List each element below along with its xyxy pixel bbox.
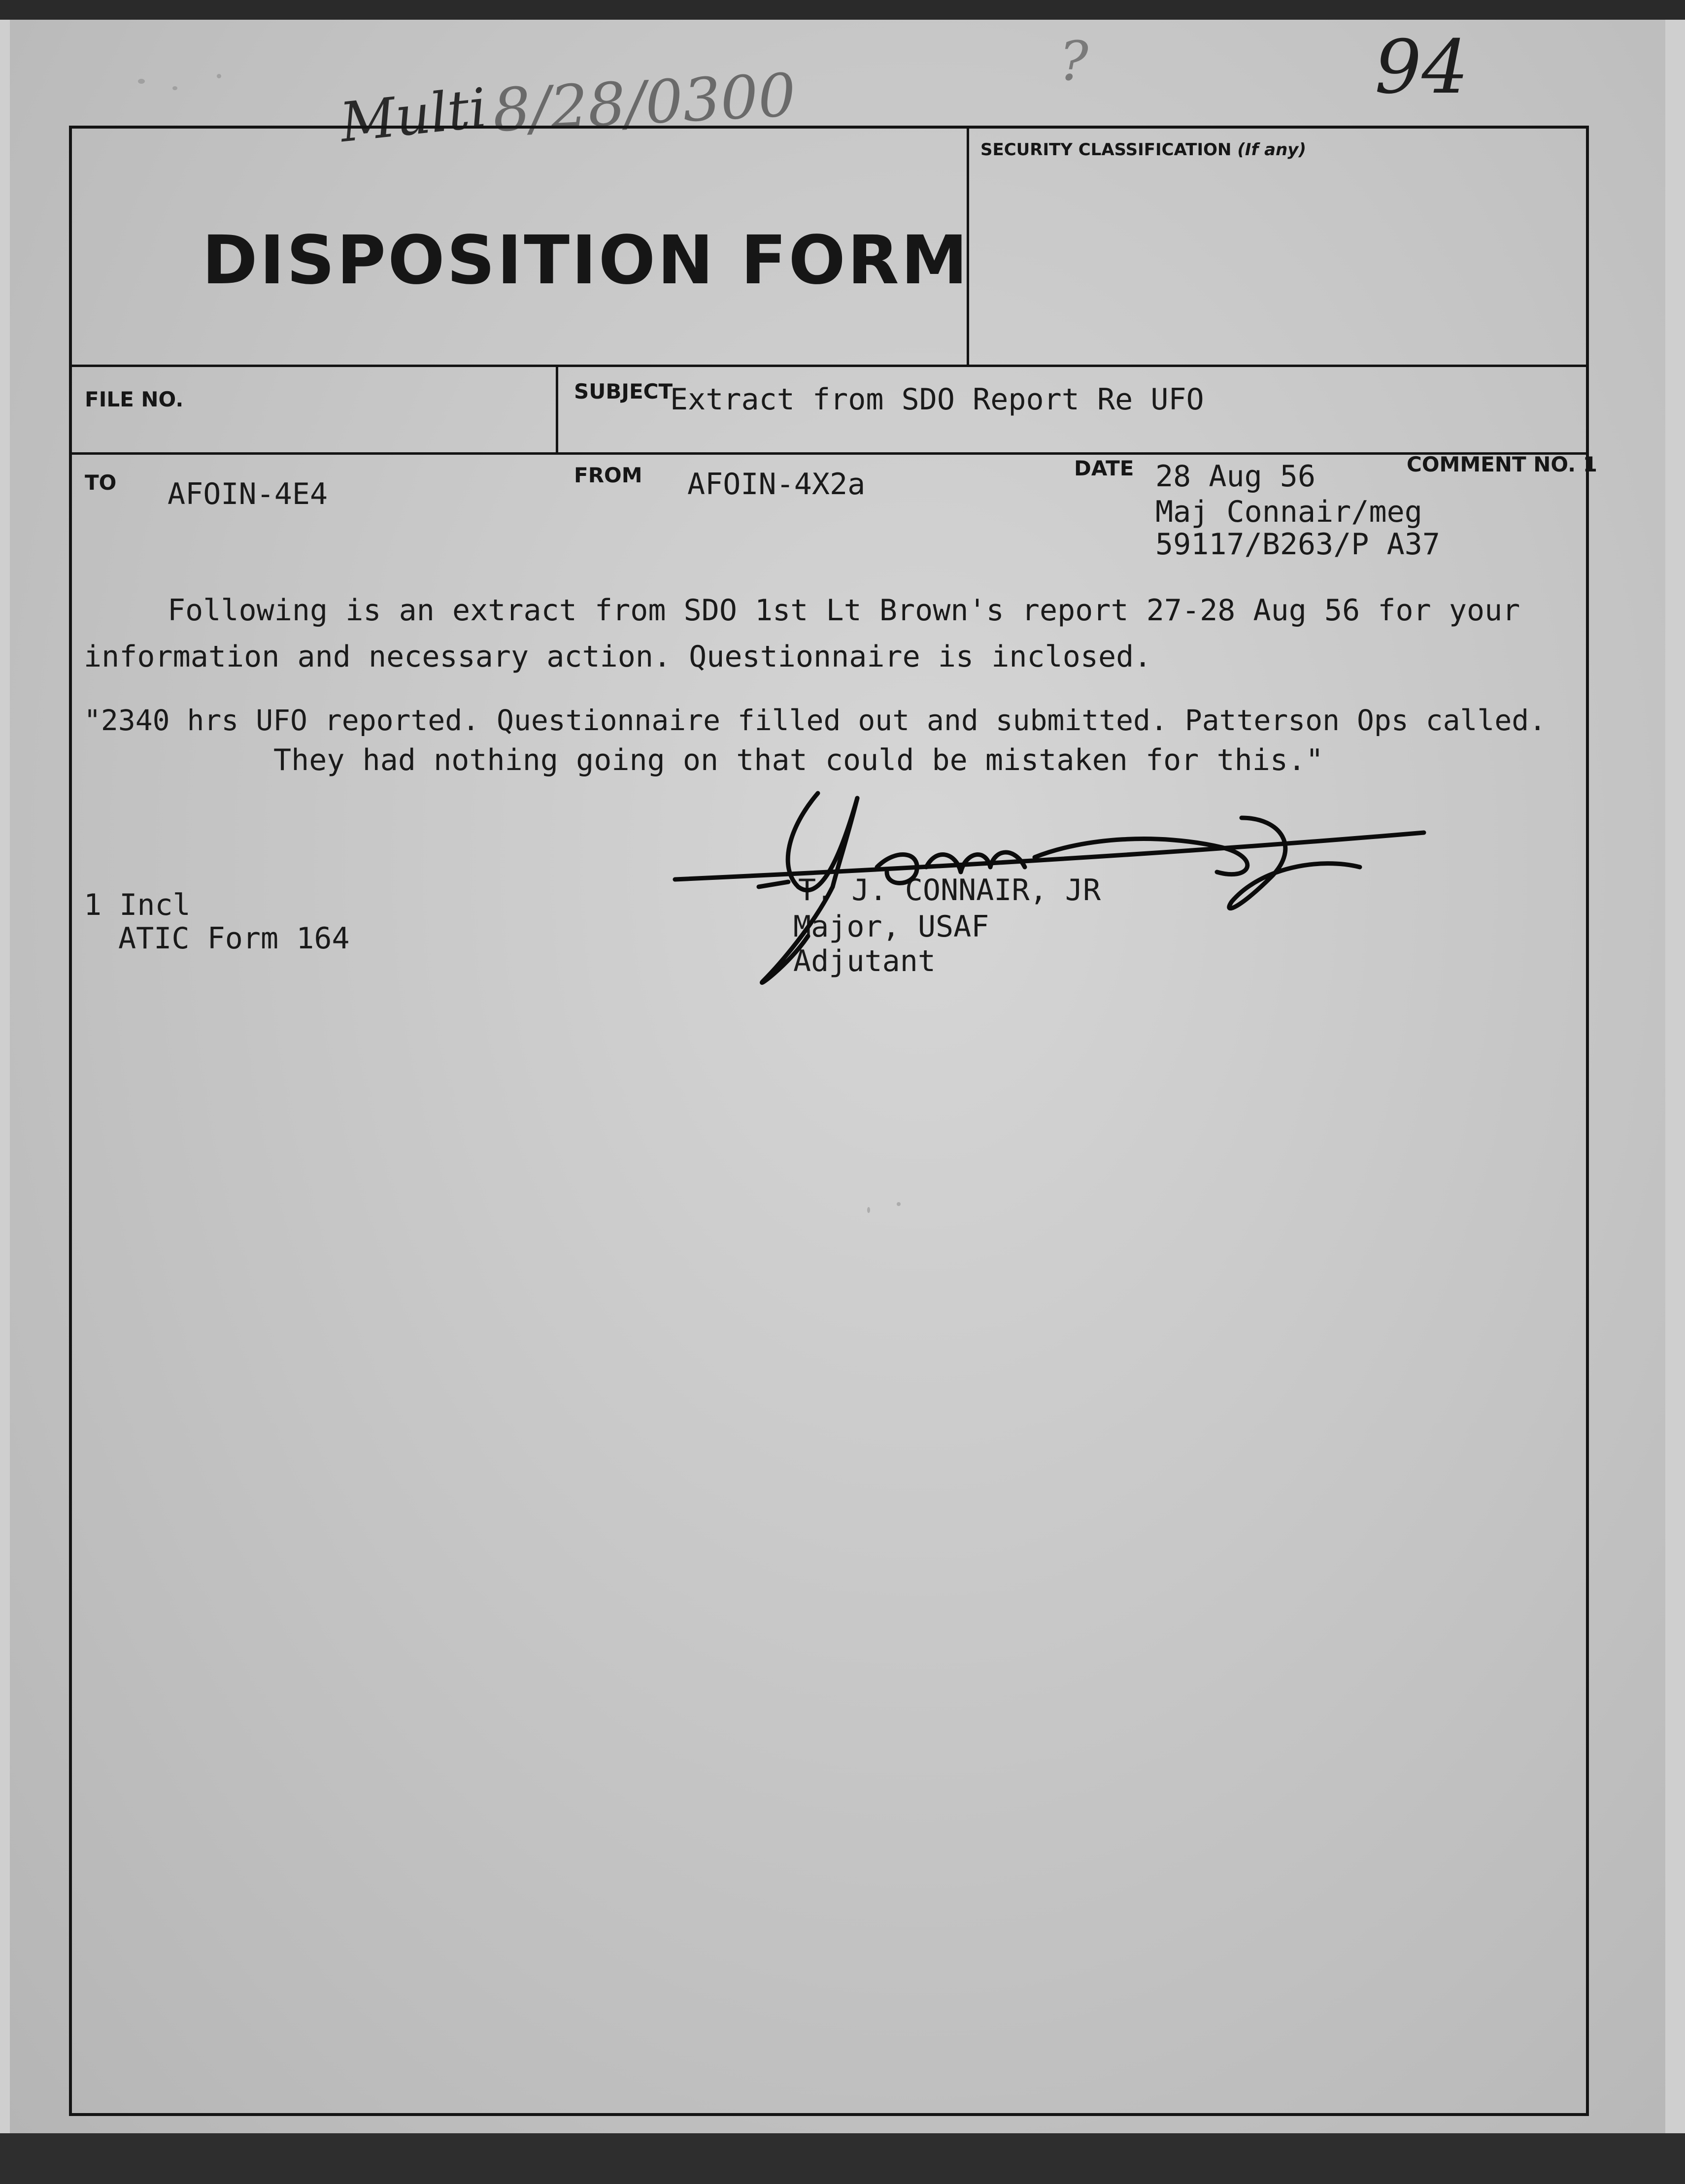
signer-rank: Major, USAF — [793, 909, 989, 944]
subject-rule — [70, 452, 1587, 455]
to-label: TO — [85, 470, 117, 495]
comment-no-label: COMMENT NO. 1 — [1407, 452, 1597, 476]
signer-title: Adjutant — [793, 944, 936, 978]
handwritten-note-multi: Multi — [337, 76, 490, 155]
phone-line: 59117/B263/P A37 — [1155, 527, 1440, 562]
handwritten-question-mark: ? — [1059, 30, 1088, 93]
handwritten-page-number: 94 — [1375, 25, 1469, 110]
security-label-hint: (If any) — [1237, 140, 1307, 160]
from-value: AFOIN-4X2a — [687, 467, 866, 502]
scan-border-top — [0, 0, 1685, 20]
header-rule — [70, 365, 1587, 367]
security-classification-label — [980, 140, 1306, 160]
body-paragraph-line-1: Following is an extract from SDO 1st Lt Brown's report 27-28 Aug 56 for your — [168, 593, 1520, 628]
author-line: Maj Connair/meg — [1155, 495, 1422, 529]
form-title: DISPOSITION FORM — [202, 222, 970, 300]
subject-label: SUBJECT — [574, 379, 673, 403]
quote-line-1: "2340 hrs UFO reported. Questionnaire filled out and submitted. Patterson Ops called. — [84, 704, 1547, 737]
date-label: DATE — [1074, 456, 1134, 480]
quote-line-2: They had nothing going on that could be mistaken for this." — [273, 743, 1324, 777]
scan-border-bottom — [0, 2133, 1685, 2184]
file-no-label: FILE NO. — [85, 387, 184, 411]
subject-value: Extract from SDO Report Re UFO — [670, 382, 1204, 417]
handwritten-note-time: 8/28/0300 — [491, 61, 798, 146]
date-value: 28 Aug 56 — [1155, 459, 1316, 494]
to-value: AFOIN-4E4 — [168, 477, 328, 511]
form-border — [69, 126, 1589, 2116]
enclosure-count: 1 Incl — [84, 888, 191, 922]
security-label-text: SECURITY CLASSIFICATION — [980, 140, 1232, 160]
from-label: FROM — [574, 463, 642, 487]
signer-name: T. J. CONNAIR, JR — [798, 873, 1101, 907]
enclosure-item: ATIC Form 164 — [118, 921, 350, 956]
file-subject-divider — [556, 366, 558, 454]
body-paragraph-line-2: information and necessary action. Questionnaire is inclosed. — [84, 639, 1152, 674]
